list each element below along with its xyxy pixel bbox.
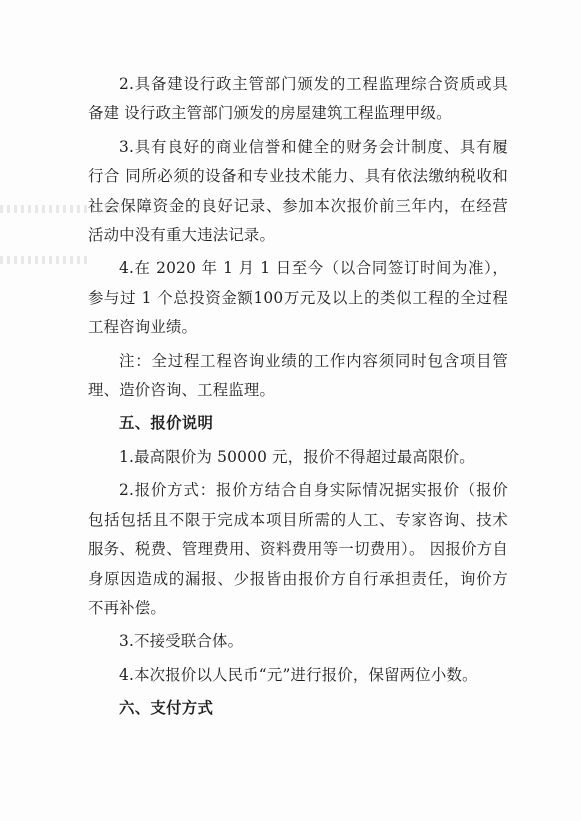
- scan-noise: [0, 256, 90, 264]
- document-body: [88, 70, 508, 724]
- quote-item-2: 2.报价方式：报价方结合自身实际情况据实报价（报价包括包括且不限于完成本项目所需的人工、专家咨询、技术服务、税费、管理费用、资料费用等一切费用）。 因报价方自身原因造成的漏报、少报皆由报价方自行承担责任，询价方不再补偿。: [88, 481, 508, 617]
- requirement-3: 3.具有良好的商业信誉和健全的财务会计制度、具有履行合 同所必须的设备和专业技术能力、具有依法缴纳税收和社会保障资金的良好记录、参加本次报价前三年内，在经营活动中没有重大违法记录。: [88, 137, 508, 245]
- quote-item-3: 3.不接受联合体。: [119, 632, 244, 651]
- section-heading-payment: 六、支付方式: [119, 699, 214, 718]
- requirement-note: 注：全过程工程咨询业绩的工作内容须同时包含项目管理、造价咨询、工程监理。: [88, 351, 508, 400]
- quote-item-4: 4.本次报价以人民币“元”进行报价，保留两位小数。: [119, 665, 478, 684]
- section-heading-quote: 五、报价说明: [119, 414, 214, 433]
- requirement-4: 4.在 2020 年 1 月 1 日至今（以合同签订时间为准），参与过 1 个总投资金额100万元及以上的类似工程的全过程工程咨询业绩。: [88, 259, 508, 337]
- quote-item-1: 1.最高限价为 50000 元，报价不得超过最高限价。: [119, 447, 475, 466]
- requirement-2: 2.具备建设行政主管部门颁发的工程监理综合资质或具备建 设行政主管部门颁发的房屋建筑工程监理甲级。: [88, 75, 508, 123]
